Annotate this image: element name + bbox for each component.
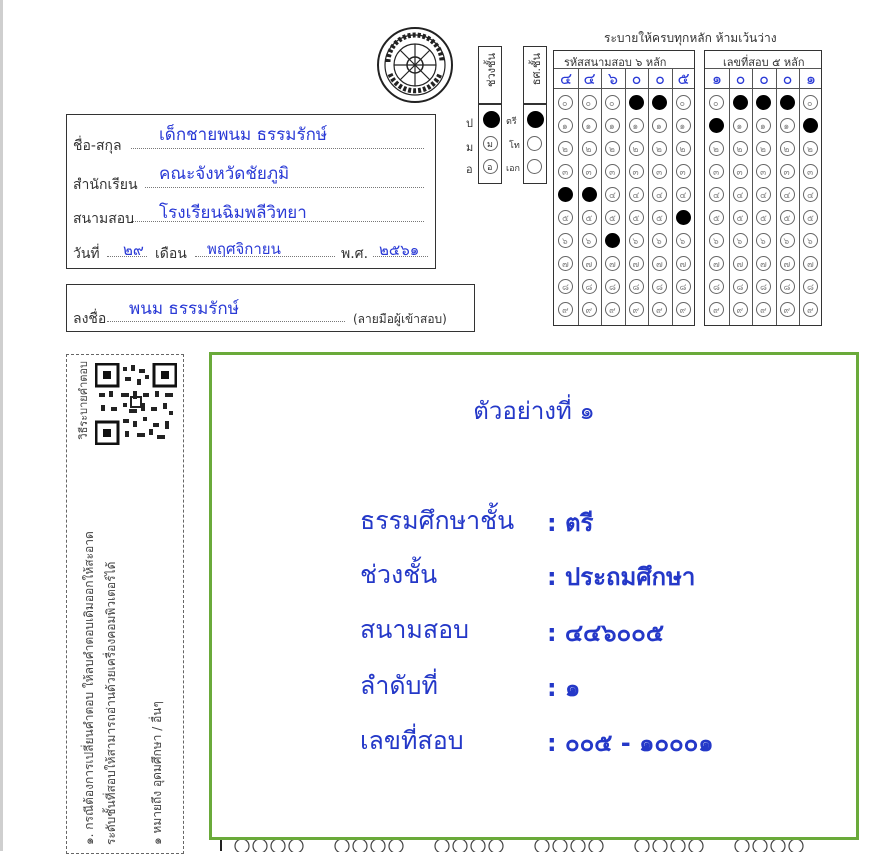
center-code-bubble-number: ๐ xyxy=(562,99,568,109)
example-row-4-value: : ๑ xyxy=(547,674,581,702)
seat-bubble-number: ๓ xyxy=(783,168,790,178)
center-code-bubble-number: ๖ xyxy=(562,237,568,247)
exam-site-label: สนามสอบ xyxy=(73,211,135,227)
seat-bubble[interactable] xyxy=(709,141,724,156)
grade-header-box xyxy=(523,46,547,104)
level-bubble-2-mark: ม xyxy=(487,140,493,150)
seat-bubble-number: ๑ xyxy=(760,122,766,132)
seat-bubble[interactable] xyxy=(803,210,818,225)
center-code-bubble-number: ๐ xyxy=(585,99,591,109)
center-code-bubble[interactable] xyxy=(605,279,620,294)
seat-bubble[interactable] xyxy=(733,95,748,110)
seat-bubble-number: ๐ xyxy=(807,99,813,109)
center-code-bubble-number: ๘ xyxy=(562,283,569,293)
center-code-bubble-number: ๒ xyxy=(562,145,568,155)
center-code-bubble-number: ๘ xyxy=(679,283,687,293)
center-code-bubble[interactable] xyxy=(558,279,573,294)
seat-bubble[interactable] xyxy=(733,141,748,156)
center-code-bubble[interactable] xyxy=(605,141,620,156)
center-code-bubble[interactable] xyxy=(582,233,597,248)
seat-bubble[interactable] xyxy=(780,210,795,225)
seat-bubble[interactable] xyxy=(756,210,771,225)
center-code-bubble[interactable] xyxy=(652,279,667,294)
seat-bubble[interactable] xyxy=(780,256,795,271)
signature-label: ลงชื่อ xyxy=(73,311,107,327)
signature-suffix: (ลายมือผู้เข้าสอบ) xyxy=(353,312,447,326)
seat-digit: ๐ xyxy=(759,69,769,88)
seat-bubble-number: ๙ xyxy=(783,306,791,316)
seat-bubble-number: ๓ xyxy=(760,168,767,178)
level-option-2-label: ม xyxy=(466,141,474,154)
seat-bubble-number: ๙ xyxy=(713,306,720,316)
seat-bubble-number: ๘ xyxy=(807,283,814,293)
seat-bubble-number: ๘ xyxy=(760,283,767,293)
seat-bubble-number: ๓ xyxy=(736,168,743,178)
center-code-bubble[interactable] xyxy=(652,256,667,271)
grade-option-3-label: เอก xyxy=(506,164,520,174)
seat-bubble[interactable] xyxy=(733,279,748,294)
center-code-bubble[interactable] xyxy=(605,118,620,133)
center-code-bubble-number: ๑ xyxy=(632,122,639,132)
example-row-5-label: เลขที่สอบ xyxy=(360,726,464,755)
seat-bubble[interactable] xyxy=(803,256,818,271)
center-code-digit: ๐ xyxy=(631,69,642,88)
center-code-bubble-number: ๔ xyxy=(632,191,640,201)
center-code-bubble[interactable] xyxy=(582,256,597,271)
page-left-edge xyxy=(0,0,3,851)
center-code-digit: ๐ xyxy=(655,69,665,88)
center-code-bubble-number: ๔ xyxy=(656,191,663,201)
example-row-2-label: ช่วงชั้น xyxy=(360,560,438,589)
seat-bubble[interactable] xyxy=(803,118,818,133)
center-code-bubble-number: ๙ xyxy=(585,306,593,316)
center-code-column-divider xyxy=(578,68,579,325)
center-code-bubble[interactable] xyxy=(676,95,691,110)
center-code-bubble-number: ๗ xyxy=(632,260,640,270)
center-code-bubble[interactable] xyxy=(676,256,691,271)
example-row-5-value: : ๐๐๕ - ๑๐๐๐๑ xyxy=(547,729,714,757)
level-title: ช่วงชั้น xyxy=(485,53,498,87)
seat-bubble[interactable] xyxy=(709,256,724,271)
center-code-bubble[interactable] xyxy=(558,141,573,156)
center-code-bubble[interactable] xyxy=(605,233,620,248)
seat-bubble[interactable] xyxy=(803,302,818,317)
seat-bubble[interactable] xyxy=(756,141,771,156)
seat-column-divider xyxy=(752,68,753,325)
seat-bubble-number: ๕ xyxy=(807,214,814,224)
seat-bubble[interactable] xyxy=(733,187,748,202)
grade-bubble-1[interactable] xyxy=(527,111,544,128)
center-code-bubble-number: ๓ xyxy=(656,168,663,178)
seat-bubble-number: ๕ xyxy=(736,214,744,224)
center-code-bubble-number: ๓ xyxy=(632,168,639,178)
seat-bubble-number: ๘ xyxy=(783,283,791,293)
seat-bubble-number: ๖ xyxy=(783,237,790,247)
seat-bubble-number: ๗ xyxy=(807,260,814,270)
seat-bubble-number: ๕ xyxy=(713,214,720,224)
seat-label: เลขที่สอบ ๕ หลัก xyxy=(723,56,805,69)
center-code-bubble-number: ๓ xyxy=(562,168,569,178)
center-code-bubble-number: ๓ xyxy=(585,168,592,178)
seat-bubble-number: ๑ xyxy=(736,122,743,132)
seat-bubble-number: ๔ xyxy=(760,191,767,201)
center-code-bubble[interactable] xyxy=(582,164,597,179)
center-code-bubble-number: ๙ xyxy=(679,306,687,316)
center-code-digit: ๔ xyxy=(559,69,573,88)
center-code-bubble[interactable] xyxy=(582,187,597,202)
example-card xyxy=(209,352,859,840)
center-code-bubble[interactable] xyxy=(605,256,620,271)
center-code-bubble-number: ๘ xyxy=(632,283,640,293)
seat-bubble[interactable] xyxy=(756,95,771,110)
seat-bubble[interactable] xyxy=(756,279,771,294)
strip-note-3: ๑ หมายถึง อุดมศึกษา / อื่นๆ xyxy=(150,701,164,845)
center-code-bubble-number: ๐ xyxy=(679,99,685,109)
year-value: ๒๕๖๑ xyxy=(379,241,420,259)
seat-bubble-number: ๔ xyxy=(807,191,814,201)
seat-bubble[interactable] xyxy=(756,233,771,248)
seat-bubble-number: ๖ xyxy=(736,237,743,247)
seat-bubble-number: ๔ xyxy=(736,191,744,201)
center-code-bubble[interactable] xyxy=(652,95,667,110)
grade-bubble-3[interactable] xyxy=(527,159,542,174)
seat-bubble[interactable] xyxy=(756,302,771,317)
seat-digit: ๑ xyxy=(711,69,723,88)
name-label: ชื่อ-สกุล xyxy=(73,138,122,154)
center-code-bubble[interactable] xyxy=(605,164,620,179)
center-code-bubble[interactable] xyxy=(558,256,573,271)
month-value: พฤศจิกายน xyxy=(207,240,281,258)
center-code-bubble[interactable] xyxy=(582,302,597,317)
center-code-bubble-number: ๒ xyxy=(656,145,662,155)
center-code-bubble[interactable] xyxy=(629,118,644,133)
seat-bubble-number: ๗ xyxy=(783,260,791,270)
center-code-bubble[interactable] xyxy=(558,164,573,179)
grade-option-2-label: โท xyxy=(509,141,520,151)
center-code-column-divider xyxy=(672,68,673,325)
seat-bubble-number: ๘ xyxy=(736,283,744,293)
seat-bubble-number: ๖ xyxy=(807,237,813,247)
center-code-bubble[interactable] xyxy=(605,302,620,317)
examinee-info-box xyxy=(66,114,436,269)
example-row-3-value: : ๔๔๖๐๐๕ xyxy=(547,619,664,647)
center-code-bubble[interactable] xyxy=(629,187,644,202)
center-code-bubble-number: ๔ xyxy=(679,191,687,201)
strip-note-1: ๑. กรณีต้องการเปลี่ยนคำตอบ ให้ลบคำตอบเดิมออกให้สะอาด xyxy=(82,531,96,845)
seat-bubble-number: ๕ xyxy=(760,214,767,224)
date-prefix: วันที่ xyxy=(73,246,100,262)
seat-bubble-number: ๒ xyxy=(783,145,790,155)
sanamluang-seal xyxy=(376,26,454,104)
center-code-bubble[interactable] xyxy=(558,210,573,225)
seat-bubble-number: ๗ xyxy=(760,260,767,270)
seat-digit: ๑ xyxy=(805,69,817,88)
center-code-column-divider xyxy=(601,68,602,325)
center-code-bubble[interactable] xyxy=(676,302,691,317)
center-code-bubble[interactable] xyxy=(652,118,667,133)
center-code-bubble-number: ๕ xyxy=(609,214,616,224)
example-row-3-label: สนามสอบ xyxy=(360,615,470,644)
center-code-bubble[interactable] xyxy=(558,302,573,317)
seat-bubble-number: ๑ xyxy=(783,122,790,132)
school-line xyxy=(145,187,424,188)
seat-bubble[interactable] xyxy=(780,164,795,179)
center-code-bubble[interactable] xyxy=(582,279,597,294)
center-code-bubble-number: ๗ xyxy=(656,260,663,270)
seat-bubble-number: ๔ xyxy=(713,191,720,201)
center-code-bubble[interactable] xyxy=(652,233,667,248)
center-code-bubble[interactable] xyxy=(558,118,573,133)
center-code-column-divider xyxy=(625,68,626,325)
seat-bubble-number: ๙ xyxy=(736,306,744,316)
center-code-bubble[interactable] xyxy=(629,302,644,317)
center-code-bubble-number: ๕ xyxy=(562,214,569,224)
center-code-bubble-number: ๖ xyxy=(632,237,639,247)
center-code-bubble[interactable] xyxy=(676,187,691,202)
seat-bubble[interactable] xyxy=(803,187,818,202)
seat-bubble[interactable] xyxy=(780,141,795,156)
center-code-bubble[interactable] xyxy=(558,95,573,110)
seat-bubble-number: ๒ xyxy=(736,145,743,155)
center-code-bubble-number: ๘ xyxy=(609,283,616,293)
level-bubble-3-mark: อ xyxy=(487,163,493,173)
level-option-3-label: อ xyxy=(466,163,473,176)
instruction-strip xyxy=(66,354,184,854)
center-code-bubble-number: ๘ xyxy=(585,283,593,293)
seat-digit: ๐ xyxy=(735,69,746,88)
seat-bubble[interactable] xyxy=(756,187,771,202)
seat-bubble[interactable] xyxy=(733,233,748,248)
center-code-grid xyxy=(553,50,695,326)
center-code-bubble-number: ๒ xyxy=(632,145,639,155)
example-row-4-label: ลำดับที่ xyxy=(360,671,438,700)
center-code-digit: ๔ xyxy=(583,69,596,88)
example-row-1-value: : ตรี xyxy=(547,509,594,537)
center-code-bubble[interactable] xyxy=(605,95,620,110)
seat-bubble[interactable] xyxy=(803,279,818,294)
center-code-bubble-number: ๗ xyxy=(562,260,569,270)
center-code-bubble-number: ๔ xyxy=(609,191,616,201)
seat-bubble[interactable] xyxy=(709,187,724,202)
seat-bubble[interactable] xyxy=(733,302,748,317)
fill-instruction: ระบายให้ครบทุกหลัก ห้ามเว้นว่าง xyxy=(604,31,777,45)
level-bubble-2[interactable] xyxy=(483,136,498,151)
seat-bubble[interactable] xyxy=(780,279,795,294)
signature-box xyxy=(66,284,475,332)
center-code-bubble-number: ๘ xyxy=(656,283,663,293)
seat-bubble-number: ๒ xyxy=(760,145,766,155)
seat-bubble[interactable] xyxy=(733,256,748,271)
center-code-bubble[interactable] xyxy=(652,210,667,225)
seat-bubble-number: ๐ xyxy=(713,99,719,109)
center-code-bubble-number: ๙ xyxy=(609,306,616,316)
seat-bubble[interactable] xyxy=(709,233,724,248)
center-code-bubble-number: ๓ xyxy=(679,168,686,178)
qr-code xyxy=(95,363,177,445)
center-code-digit: ๕ xyxy=(677,69,690,88)
seat-bubble[interactable] xyxy=(780,233,795,248)
strip-note-2: ระดับชั้นที่สอบให้สามารถอ่านด้วยเครื่องคอมพิวเตอร์ได้ xyxy=(104,561,118,845)
seat-column-divider xyxy=(729,68,730,325)
center-code-bubble[interactable] xyxy=(676,233,691,248)
seat-bubble[interactable] xyxy=(709,164,724,179)
center-code-bubble[interactable] xyxy=(605,187,620,202)
seat-bubble[interactable] xyxy=(803,233,818,248)
month-label: เดือน xyxy=(155,246,187,262)
center-code-bubble-number: ๒ xyxy=(679,145,686,155)
center-code-bubble-number: ๑ xyxy=(562,122,568,132)
center-code-bubble-number: ๑ xyxy=(609,122,615,132)
center-code-bubble-number: ๕ xyxy=(632,214,640,224)
center-code-bubble[interactable] xyxy=(629,256,644,271)
seat-bubble[interactable] xyxy=(803,164,818,179)
grade-title: ธศ.ชั้น xyxy=(530,53,543,86)
seat-column-divider xyxy=(776,68,777,325)
seat-bubble[interactable] xyxy=(756,164,771,179)
seat-bubble-number: ๙ xyxy=(807,306,814,316)
center-code-bubble-number: ๓ xyxy=(609,168,616,178)
level-bubble-1[interactable] xyxy=(483,111,500,128)
center-code-bubble[interactable] xyxy=(652,187,667,202)
qr-caption: วิธีระบายคำตอบ xyxy=(77,361,90,440)
center-code-bubble-number: ๐ xyxy=(609,99,615,109)
name-value: เด็กชายพนม ธรรมรักษ์ xyxy=(159,125,328,145)
center-code-bubble[interactable] xyxy=(582,118,597,133)
seat-bubble[interactable] xyxy=(733,164,748,179)
seat-bubble-number: ๖ xyxy=(713,237,719,247)
school-value: คณะจังหวัดชัยภูมิ xyxy=(159,164,290,184)
center-code-bubble-number: ๖ xyxy=(679,237,686,247)
center-code-bubble-number: ๒ xyxy=(609,145,615,155)
seat-bubble[interactable] xyxy=(709,95,724,110)
center-code-bubble[interactable] xyxy=(629,233,644,248)
center-code-bubble[interactable] xyxy=(582,95,597,110)
center-code-bubble-number: ๗ xyxy=(585,260,593,270)
center-code-bubble-number: ๗ xyxy=(679,260,687,270)
center-code-bubble[interactable] xyxy=(582,210,597,225)
seat-bubble[interactable] xyxy=(780,187,795,202)
center-code-bubble[interactable] xyxy=(629,279,644,294)
school-label: สำนักเรียน xyxy=(73,177,138,193)
center-code-bubble-number: ๗ xyxy=(609,260,616,270)
exam-site-value: โรงเรียนฉิมพลีวิทยา xyxy=(159,203,307,223)
seat-bubble[interactable] xyxy=(709,279,724,294)
seat-bubble[interactable] xyxy=(709,210,724,225)
center-code-bubble[interactable] xyxy=(652,141,667,156)
center-code-bubble-number: ๙ xyxy=(562,306,569,316)
center-code-bubble-number: ๒ xyxy=(585,145,592,155)
center-code-bubble-number: ๑ xyxy=(679,122,686,132)
center-code-bubble[interactable] xyxy=(629,141,644,156)
center-code-bubble[interactable] xyxy=(652,164,667,179)
seat-bubble-number: ๓ xyxy=(713,168,720,178)
seat-bubble[interactable] xyxy=(733,210,748,225)
center-code-bubble[interactable] xyxy=(629,164,644,179)
grade-option-1-label: ตรี xyxy=(506,117,517,127)
seat-bubble-number: ๖ xyxy=(760,237,766,247)
day-value: ๒๙ xyxy=(123,241,144,259)
center-code-bubble-number: ๕ xyxy=(585,214,593,224)
center-code-bubble[interactable] xyxy=(676,279,691,294)
center-code-column-divider xyxy=(648,68,649,325)
center-code-label: รหัสสนามสอบ ๖ หลัก xyxy=(564,56,667,69)
seat-bubble-number: ๗ xyxy=(713,260,720,270)
center-code-bubble[interactable] xyxy=(629,95,644,110)
seat-bubble-number: ๗ xyxy=(736,260,744,270)
grade-bubble-2[interactable] xyxy=(527,136,542,151)
center-code-bubble[interactable] xyxy=(605,210,620,225)
center-code-bubble[interactable] xyxy=(676,118,691,133)
seat-bubble[interactable] xyxy=(709,302,724,317)
signature-value: พนม ธรรมรักษ์ xyxy=(129,299,239,319)
seat-bubble-number: ๒ xyxy=(713,145,719,155)
center-code-bubble-number: ๑ xyxy=(585,122,592,132)
center-code-bubble[interactable] xyxy=(676,141,691,156)
center-code-bubble[interactable] xyxy=(652,302,667,317)
seat-bubble-number: ๓ xyxy=(807,168,814,178)
name-line xyxy=(131,148,424,149)
center-code-bubble[interactable] xyxy=(629,210,644,225)
center-code-bubble[interactable] xyxy=(676,164,691,179)
seat-number-grid xyxy=(704,50,822,326)
center-code-bubble-number: ๖ xyxy=(585,237,592,247)
center-code-bubble-number: ๖ xyxy=(656,237,662,247)
year-label: พ.ศ. xyxy=(341,246,369,262)
center-code-bubble-number: ๕ xyxy=(656,214,663,224)
level-option-1-label: ป xyxy=(466,117,473,130)
seat-bubble[interactable] xyxy=(780,302,795,317)
seat-bubble-number: ๘ xyxy=(713,283,720,293)
seat-bubble-number: ๒ xyxy=(807,145,813,155)
center-code-digit: ๖ xyxy=(607,69,619,88)
center-code-bubble-number: ๙ xyxy=(632,306,640,316)
example-row-1-label: ธรรมศึกษาชั้น xyxy=(360,506,515,535)
seat-bubble[interactable] xyxy=(803,95,818,110)
seat-digit: ๐ xyxy=(782,69,793,88)
level-header-box xyxy=(478,46,502,104)
seat-bubble[interactable] xyxy=(780,95,795,110)
center-code-bubble[interactable] xyxy=(582,141,597,156)
seat-bubble[interactable] xyxy=(780,118,795,133)
example-title: ตัวอย่างที่ ๑ xyxy=(473,397,595,425)
center-code-bubble-number: ๑ xyxy=(656,122,662,132)
seat-bubble[interactable] xyxy=(803,141,818,156)
seat-column-divider xyxy=(799,68,800,325)
seat-bubble-number: ๙ xyxy=(760,306,767,316)
seat-bubble[interactable] xyxy=(709,118,724,133)
seat-bubble[interactable] xyxy=(756,256,771,271)
center-code-bubble[interactable] xyxy=(558,233,573,248)
seat-bubble-number: ๔ xyxy=(783,191,791,201)
center-code-bubble[interactable] xyxy=(558,187,573,202)
seat-bubble-number: ๕ xyxy=(783,214,791,224)
level-bubble-3[interactable] xyxy=(483,159,498,174)
example-row-2-value: : ประถมศึกษา xyxy=(547,563,696,591)
seat-bubble[interactable] xyxy=(733,118,748,133)
center-code-bubble[interactable] xyxy=(676,210,691,225)
center-code-bubble-number: ๙ xyxy=(656,306,663,316)
seat-bubble[interactable] xyxy=(756,118,771,133)
